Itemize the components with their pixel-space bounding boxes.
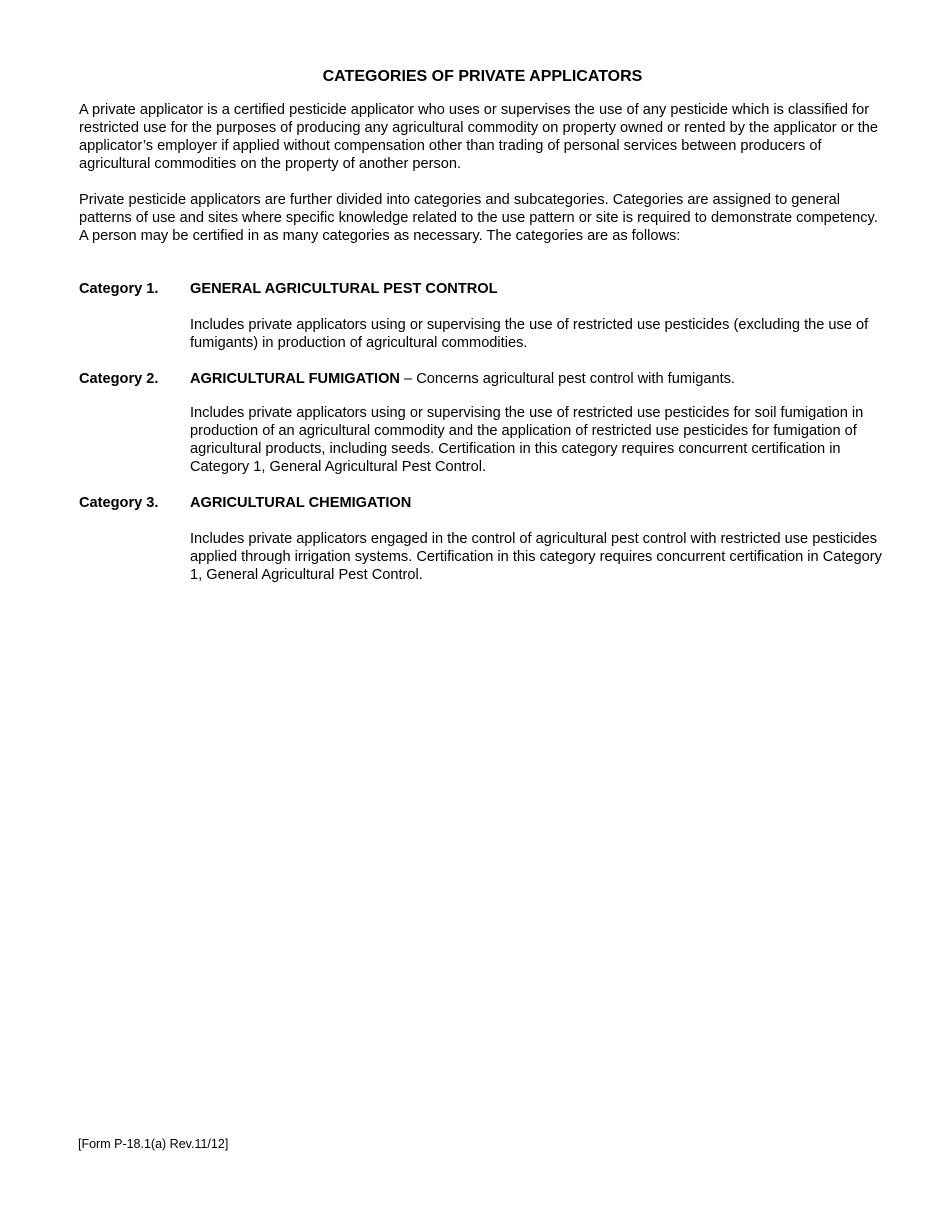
category-name: AGRICULTURAL FUMIGATION: [190, 371, 400, 387]
form-number-footer: [Form P-18.1(a) Rev.11/12]: [78, 1137, 229, 1151]
category-name: AGRICULTURAL CHEMIGATION: [190, 495, 412, 511]
category-name: GENERAL AGRICULTURAL PEST CONTROL: [190, 281, 498, 297]
category-2-description: Includes private applicators using or supervising the use of restricted use pesticides for soil fumigation in production of an agricultural commodity and the application of restricted use pesticides for fumigation of agricultural products, including seeds. Certification in this category requires concurrent certification in Category 1, General Agricultural Pest Control.: [190, 405, 864, 475]
category-subtitle: – Concerns agricultural pest control with fumigants.: [399, 371, 735, 387]
category-heading: [190, 494, 890, 512]
page-title: CATEGORIES OF PRIVATE APPLICATORS: [322, 68, 643, 85]
category-label: Category 2.: [79, 371, 159, 387]
category-heading: [190, 280, 890, 298]
category-label: Category 3.: [79, 495, 159, 511]
intro-paragraph-definition: A private applicator is a certified pesticide applicator who uses or supervises the use of any pesticide which is classified for restricted use for the purposes of producing any agricultural commodity on property owned or rented by the applicator or the applicator’s employer if applied without compensation other than trading of personal services between producers of agricultural commodities on the property of another person.: [79, 102, 879, 172]
category-label: Category 1.: [79, 281, 159, 297]
category-3-description: Includes private applicators engaged in the control of agricultural pest control with restricted use pesticides applied through irrigation systems. Certification in this category requires concurrent certification in Category 1, General Agricultural Pest Control.: [190, 531, 882, 583]
category-1-description: Includes private applicators using or supervising the use of restricted use pesticides (excluding the use of fumigants) in production of agricultural commodities.: [190, 317, 869, 351]
intro-paragraph-categories: Private pesticide applicators are further divided into categories and subcategories. Categories are assigned to general patterns of use and sites where specific knowledge related to the use pattern or site is required to demonstrate competency. A person may be certified in as many categories as necessary. The categories are as follows:: [79, 192, 878, 244]
category-heading: [190, 370, 890, 388]
